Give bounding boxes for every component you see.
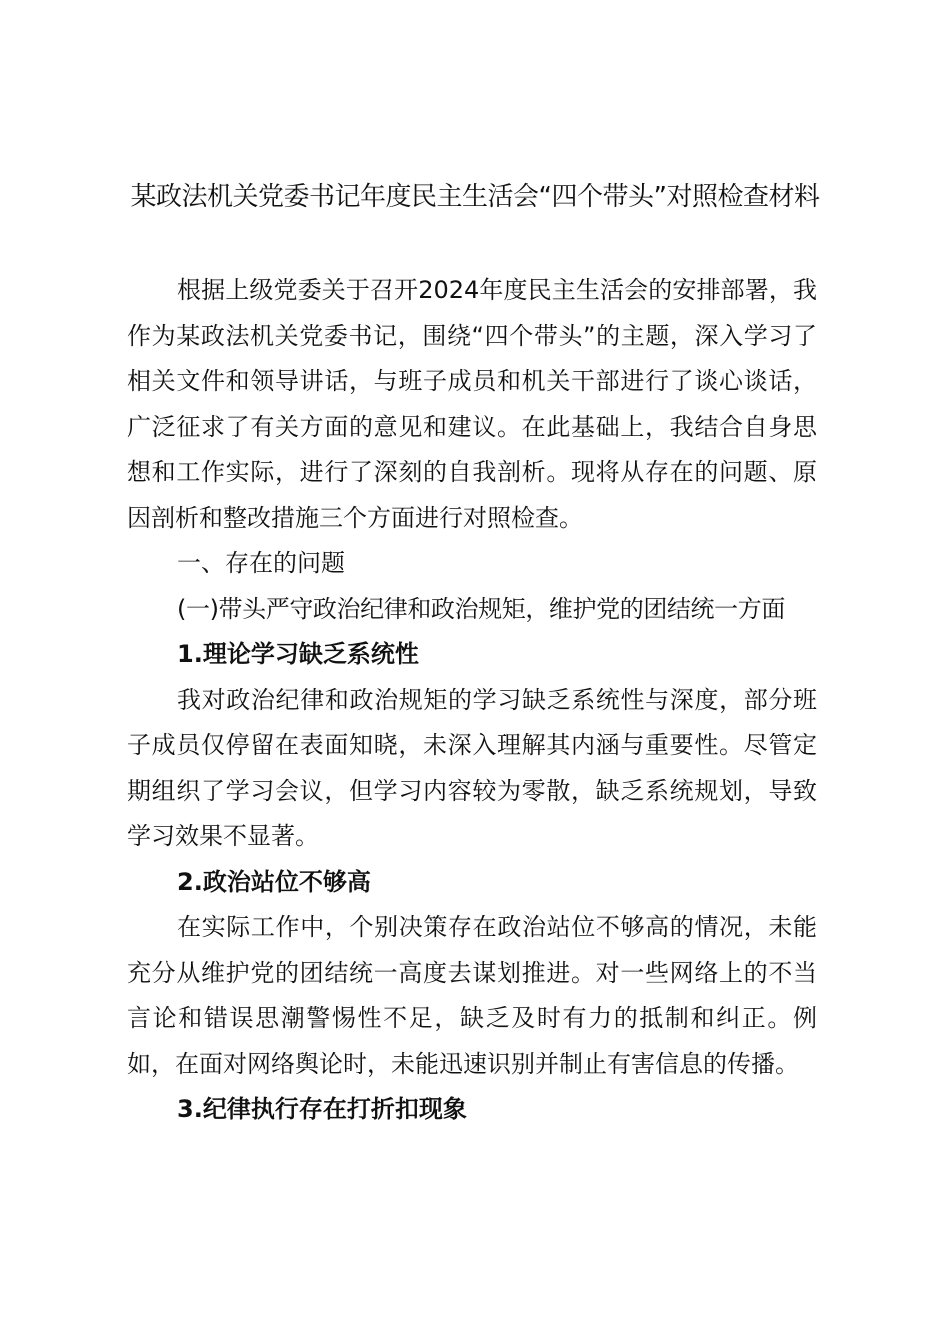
- item-2-heading: 2.政治站位不够高: [177, 867, 371, 896]
- document-title: 某政法机关党委书记年度民主生活会“四个带头”对照检查材料: [130, 182, 820, 212]
- item-2-paragraph: 在实际工作中，个别决策存在政治站位不够高的情况，未能充分从维护党的团结统一高度去谋划推进。对一些网络上的不当言论和错误思潮警惕性不足，缺乏及时有力的抵制和纠正。例如，在面对网络舆论时，未能迅速识别并制止有害信息的传播。: [127, 913, 817, 1078]
- section-heading: 一、存在的问题: [177, 549, 345, 577]
- document-body: [127, 268, 817, 1133]
- item-3-heading: 3.纪律执行存在打折扣现象: [177, 1095, 467, 1123]
- intro-paragraph: 根据上级党委关于召开2024年度民主生活会的安排部署，我作为某政法机关党委书记，围绕“四个带头”的主题，深入学习了相关文件和领导讲话，与班子成员和机关干部进行了谈心谈话，广泛征求了有关方面的意见和建议。在此基础上，我结合自身思想和工作实际，进行了深刻的自我剖析。现将从存在的问题、原因剖析和整改措施三个方面进行对照检查。: [127, 276, 817, 532]
- item-1-paragraph: 我对政治纪律和政治规矩的学习缺乏系统性与深度，部分班子成员仅停留在表面知晓，未深入理解其内涵与重要性。尽管定期组织了学习会议，但学习内容较为零散，缺乏系统规划，导致学习效果不显著。: [127, 685, 817, 850]
- subsection-heading: (一)带头严守政治纪律和政治规矩，维护党的团结统一方面: [177, 594, 785, 623]
- item-1-heading: 1.理论学习缺乏系统性: [177, 640, 419, 668]
